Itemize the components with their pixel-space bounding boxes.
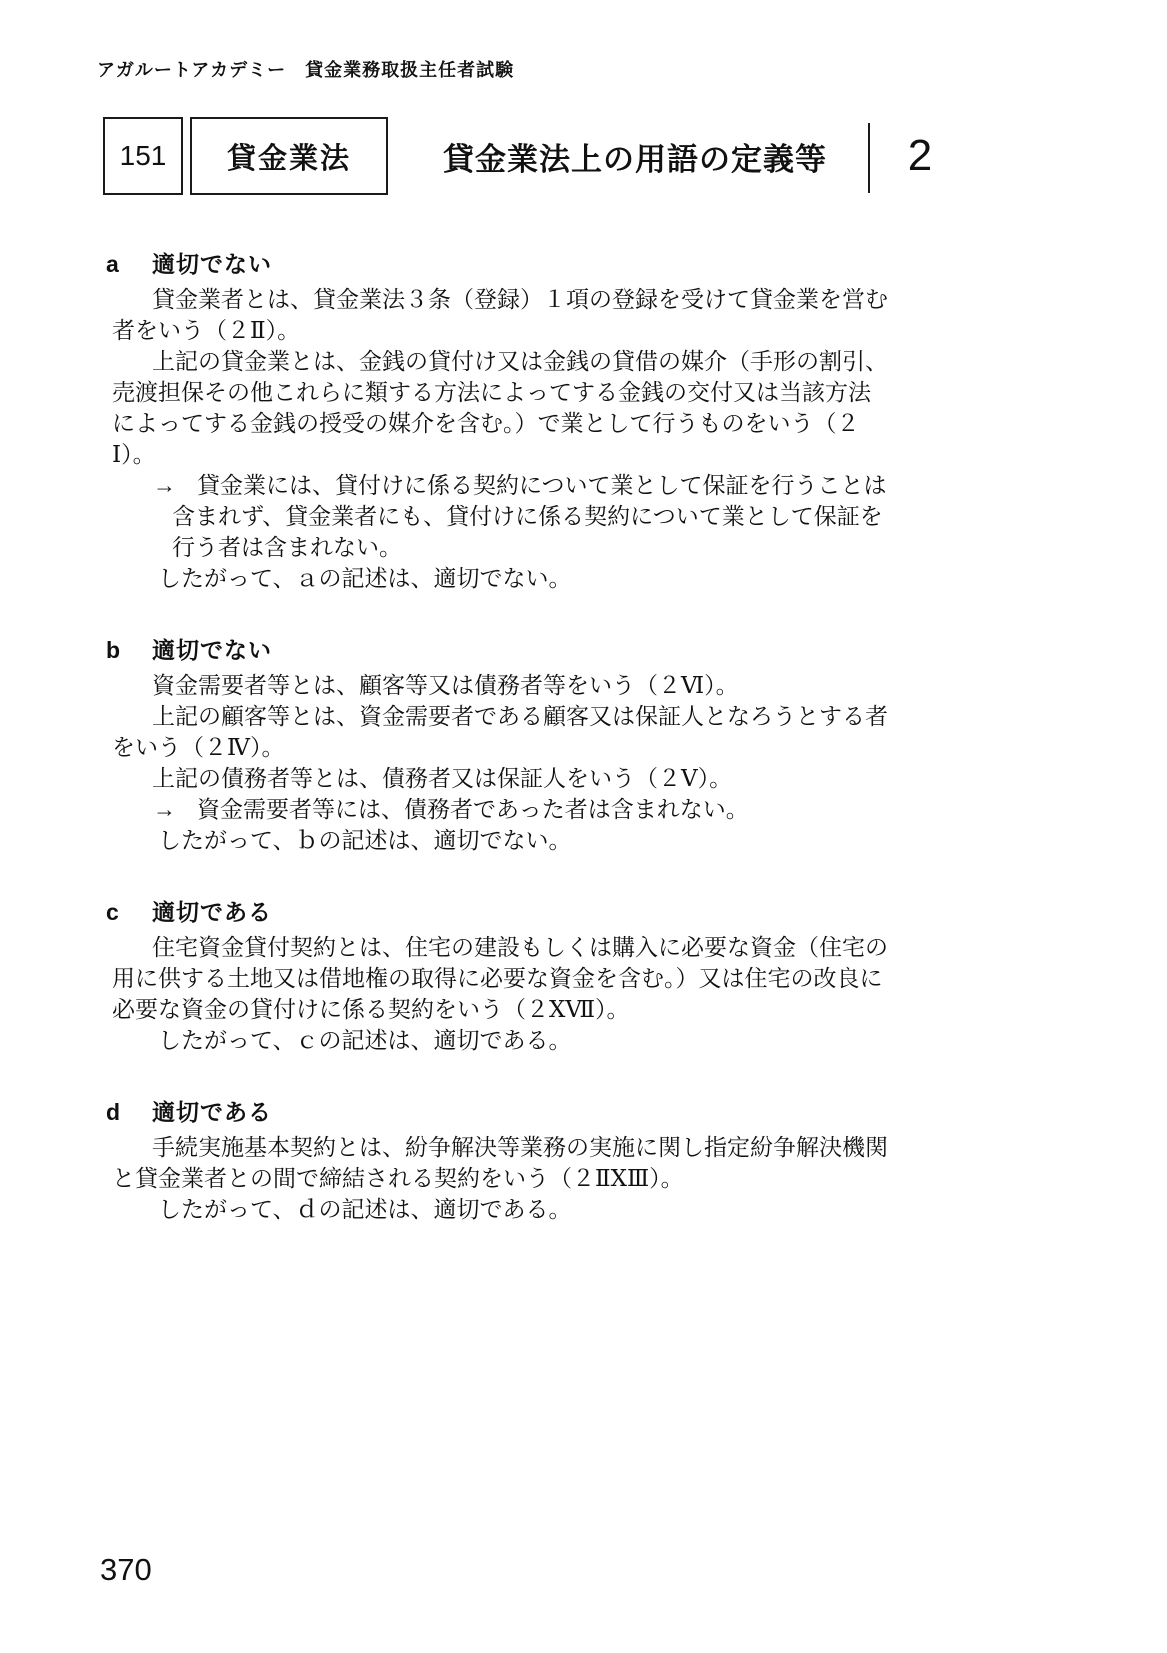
body-line: 上記の貸金業とは、金銭の貸付け又は金銭の貸借の媒介（手形の割引、	[152, 349, 888, 374]
body-line: 必要な資金の貸付けに係る契約をいう（２ⅩⅦ）。	[112, 997, 630, 1022]
answer-number: 2	[907, 131, 933, 180]
section-letter: b	[106, 637, 121, 663]
body-line: したがって、ａの記述は、適切でない。	[158, 566, 572, 591]
body-line: 住宅資金貸付契約とは、住宅の建設もしくは購入に必要な資金（住宅の	[152, 935, 888, 960]
section-a	[106, 246, 972, 594]
section-b	[106, 632, 972, 856]
section-d	[106, 1094, 972, 1225]
body-line: 上記の顧客等とは、資金需要者である顧客又は保証人となろうとする者	[152, 704, 888, 729]
running-header: アガルートアカデミー 貸金業務取扱主任者試験	[97, 60, 515, 80]
arrow-line-text: 資金需要者等には、債務者であった者は含まれない。	[197, 797, 749, 822]
body-line: 含まれず、貸金業者にも、貸付けに係る契約について業として保証を	[172, 504, 883, 529]
question-number: 151	[119, 140, 167, 171]
page-title: 貸金業法上の用語の定義等	[443, 141, 827, 177]
section-verdict: 適切でない	[152, 251, 272, 277]
section-verdict: 適切でない	[152, 637, 272, 663]
body-line: 売渡担保その他これらに類する方法によってする金銭の交付又は当該方法	[112, 380, 871, 405]
section-heading	[106, 632, 972, 663]
body-line	[112, 794, 972, 825]
arrow-icon: →	[153, 473, 176, 498]
arrow-line-text: 貸金業には、貸付けに係る契約について業として保証を行うことは	[197, 473, 887, 498]
body-line: したがって、ｃの記述は、適切である。	[158, 1028, 572, 1053]
body-line: 上記の債務者等とは、債務者又は保証人をいう（２Ⅴ）。	[152, 766, 733, 791]
question-number-box	[103, 117, 183, 195]
body-line: 行う者は含まれない。	[172, 535, 402, 560]
section-letter: d	[106, 1099, 121, 1125]
category-label: 貸金業法	[226, 142, 351, 175]
section-heading	[106, 894, 972, 925]
section-heading	[106, 246, 972, 277]
section-letter: a	[106, 251, 119, 277]
body-line: と貸金業者との間で締結される契約をいう（２ⅡⅩⅢ）。	[112, 1166, 684, 1191]
body-line	[112, 470, 972, 501]
body-line: したがって、ｂの記述は、適切でない。	[158, 828, 572, 853]
body-line: 資金需要者等とは、顧客等又は債務者等をいう（２Ⅵ）。	[152, 673, 739, 698]
section-verdict: 適切である	[152, 899, 272, 925]
section-c	[106, 894, 972, 1056]
body-line: によってする金銭の授受の媒介を含む。）で業として行うものをいう（２	[112, 411, 860, 436]
body-line: したがって、ｄの記述は、適切である。	[158, 1197, 572, 1222]
body-line: Ⅰ）。	[112, 442, 156, 467]
body-line: 手続実施基本契約とは、紛争解決等業務の実施に関し指定紛争解決機関	[152, 1135, 888, 1160]
page-number: 370	[100, 1552, 152, 1587]
category-box	[190, 117, 388, 195]
title-divider	[868, 123, 870, 193]
section-letter: c	[106, 899, 119, 925]
section-verdict: 適切である	[152, 1099, 272, 1125]
body-line: 者をいう（２Ⅱ）。	[112, 318, 301, 343]
section-heading	[106, 1094, 972, 1125]
body-line: 用に供する土地又は借地権の取得に必要な資金を含む。）又は住宅の改良に	[112, 966, 883, 991]
body-line: 貸金業者とは、貸金業法３条（登録）１項の登録を受けて貸金業を営む	[152, 287, 888, 312]
body-line: をいう（２Ⅳ）。	[112, 735, 285, 760]
answer-explanations	[106, 246, 972, 1225]
title-block	[0, 117, 1167, 195]
arrow-icon: →	[153, 797, 176, 822]
